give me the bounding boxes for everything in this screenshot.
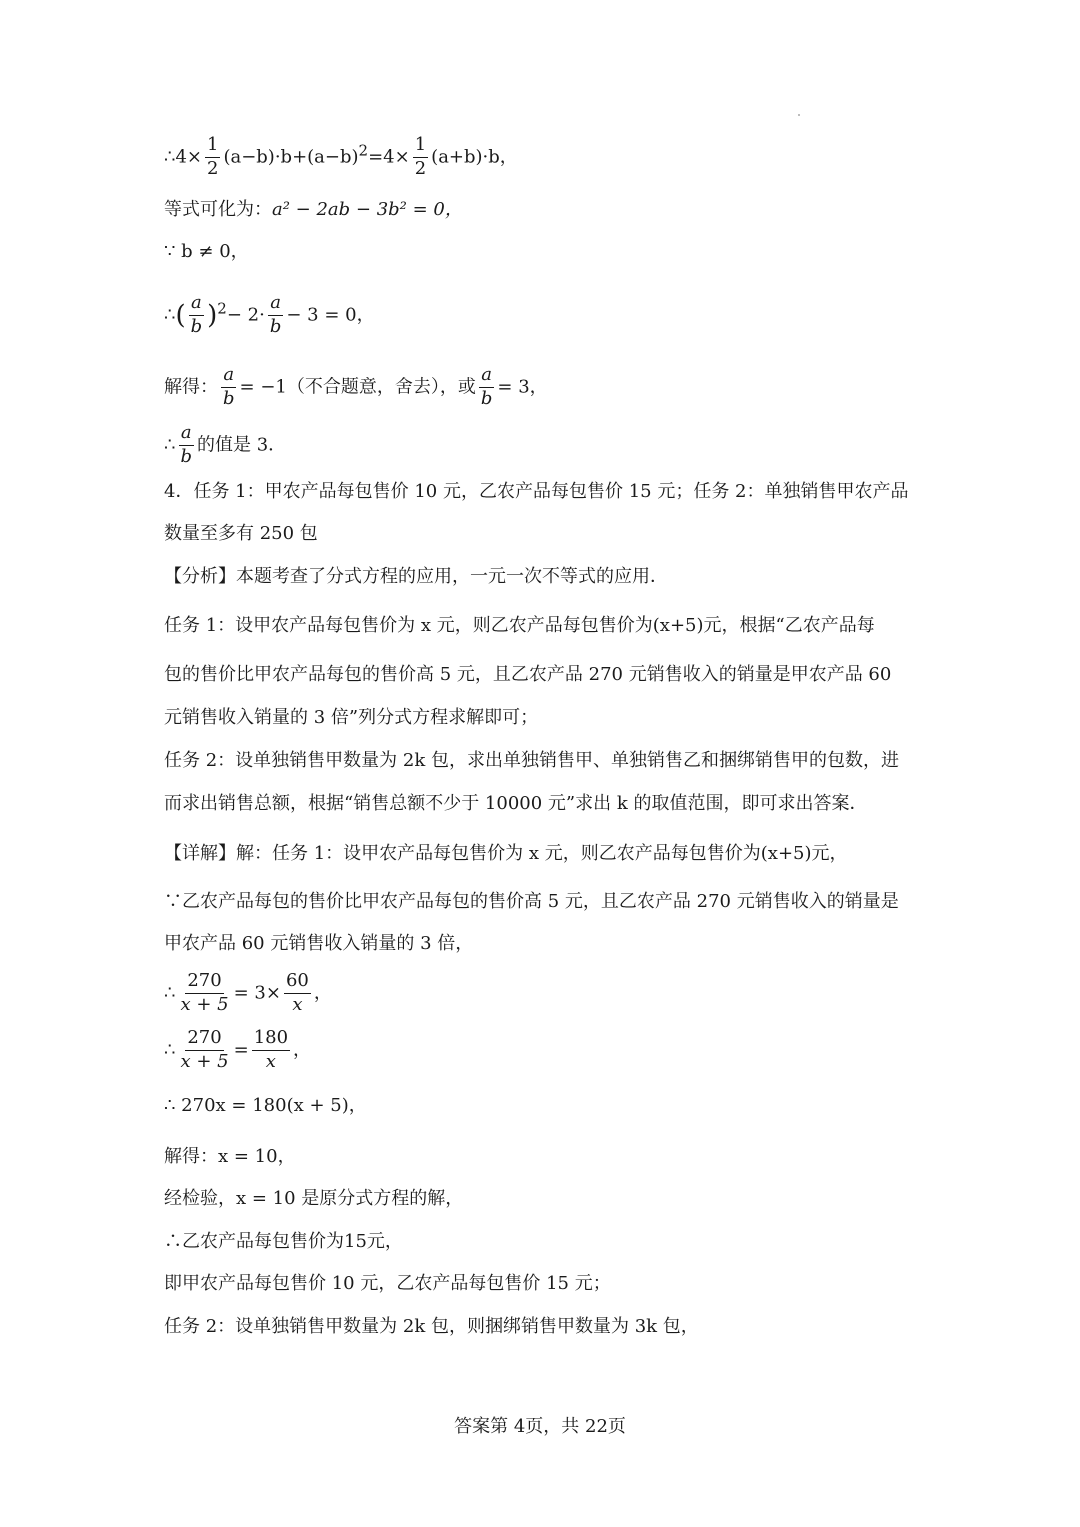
text: (a−b)·b+(a−b) — [223, 146, 359, 168]
equation-line-3 — [164, 243, 249, 261]
page-footer: 答案第 4页，共 22页 — [454, 1416, 626, 1437]
fraction-270 — [178, 1029, 230, 1072]
numerator: 180 — [252, 1029, 290, 1051]
text: ∴ — [164, 304, 176, 326]
numerator: a — [268, 294, 283, 316]
equation-line-6 — [164, 424, 286, 467]
text: 的值是 3． — [196, 434, 287, 456]
fraction-60 — [284, 972, 311, 1015]
text: ∴ — [164, 434, 176, 456]
exponent: 2 — [358, 141, 369, 160]
text: 解得： — [164, 376, 218, 398]
equation-line-18 — [164, 972, 332, 1015]
analysis-line: 任务 2：设单独销售甲数量为 2k 包，求出单独销售甲、单独销售乙和捆绑销售甲的包数，进 — [164, 750, 899, 771]
denominator: x — [265, 1050, 276, 1072]
equation-line-19 — [164, 1029, 311, 1072]
detail-line: 解得：x = 10， — [164, 1146, 296, 1167]
denominator: x — [292, 993, 303, 1015]
analysis-line: 任务 1：设甲农产品每包售价为 x 元，则乙农产品每包售价为(x+5)元，根据“乙农产品每 — [164, 615, 875, 636]
answer-line: 4．任务 1：甲农产品每包售价 10 元，乙农产品每包售价 15 元；任务 2：单独销售甲农产品 — [164, 481, 909, 502]
text: = 3， — [497, 376, 548, 398]
denominator: 2 — [414, 157, 427, 179]
fraction-half — [413, 136, 428, 179]
scan-speck — [798, 114, 800, 116]
equation-line-4 — [164, 294, 375, 337]
text: =4× — [368, 146, 410, 168]
fraction-180 — [252, 1029, 290, 1072]
denominator: b — [180, 445, 192, 467]
denominator: x + 5 — [180, 1050, 229, 1072]
numerator: a — [179, 424, 194, 446]
fraction-a-b — [479, 366, 495, 409]
numerator: 1 — [205, 136, 220, 158]
fraction-270 — [178, 972, 230, 1015]
text: 等式可化为： — [164, 199, 272, 220]
detail-line: ∴ 270x = 180(x + 5)， — [164, 1095, 367, 1116]
paren: ) — [207, 300, 218, 331]
text: ， — [293, 1039, 312, 1061]
denominator: x + 5 — [180, 993, 229, 1015]
text: ∴ — [164, 982, 176, 1004]
fraction-a-b — [189, 294, 205, 337]
fraction-half — [205, 136, 220, 179]
equation-line-1 — [164, 136, 518, 179]
analysis-line: 元销售收入销量的 3 倍”列分式方程求解即可； — [164, 707, 539, 728]
numerator: 1 — [413, 136, 428, 158]
analysis-heading: 【分析】本题考查了分式方程的应用，一元一次不等式的应用． — [164, 566, 668, 587]
denominator: 2 — [207, 157, 219, 179]
equation-line-5 — [164, 366, 548, 409]
fraction-a-b — [221, 366, 237, 409]
detail-line: ∵乙农产品每包的售价比甲农产品每包的售价高 5 元，且乙农产品 270 元销售收入的销量是 — [164, 891, 899, 912]
text: − 3 = 0， — [286, 304, 375, 326]
denominator: b — [269, 315, 282, 337]
numerator: 60 — [284, 972, 311, 994]
text: = 3× — [233, 982, 281, 1004]
detail-line: ∴乙农产品每包售价为15元， — [164, 1231, 403, 1252]
detail-line: 经检验，x = 10 是原分式方程的解， — [164, 1188, 464, 1209]
numerator: a — [221, 366, 236, 388]
numerator: a — [479, 366, 494, 388]
text: ∴4× — [164, 146, 202, 168]
text: ， — [313, 982, 332, 1004]
answer-line: 数量至多有 250 包 — [164, 523, 318, 544]
numerator: 270 — [185, 1029, 223, 1051]
fraction-a-b — [268, 294, 284, 337]
denominator: b — [480, 387, 493, 409]
equation-line-2 — [164, 201, 463, 219]
text: (a+b)·b， — [431, 146, 518, 168]
numerator: 270 — [185, 972, 223, 994]
analysis-line: 而求出销售总额，根据“销售总额不少于 10000 元”求出 k 的取值范围，即可求出答案． — [164, 793, 868, 814]
text: − 2· — [226, 304, 265, 326]
text: = −1（不合题意，舍去），或 — [239, 376, 476, 398]
denominator: b — [190, 315, 203, 337]
detail-line: 即甲农产品每包售价 10 元，乙农产品每包售价 15 元； — [164, 1273, 611, 1294]
paren: ( — [175, 300, 186, 331]
text: ∵ b ≠ 0， — [164, 241, 249, 262]
exponent: 2 — [217, 299, 227, 318]
denominator: b — [223, 387, 235, 409]
detail-line: 任务 2：设单独销售甲数量为 2k 包，则捆绑销售甲数量为 3k 包， — [164, 1316, 699, 1337]
numerator: a — [189, 294, 204, 316]
detail-heading: 【详解】解：任务 1：设甲农产品每包售价为 x 元，则乙农产品每包售价为(x+5)元， — [164, 843, 848, 864]
text: = — [233, 1039, 249, 1061]
analysis-line: 包的售价比甲农产品每包的售价高 5 元，且乙农产品 270 元销售收入的销量是甲农产品 60 — [164, 664, 892, 685]
detail-line: 甲农产品 60 元销售收入销量的 3 倍， — [164, 933, 474, 954]
fraction-a-b — [178, 424, 194, 467]
text: ∴ — [164, 1039, 176, 1061]
expression: a² − 2ab − 3b² = 0， — [272, 199, 463, 220]
